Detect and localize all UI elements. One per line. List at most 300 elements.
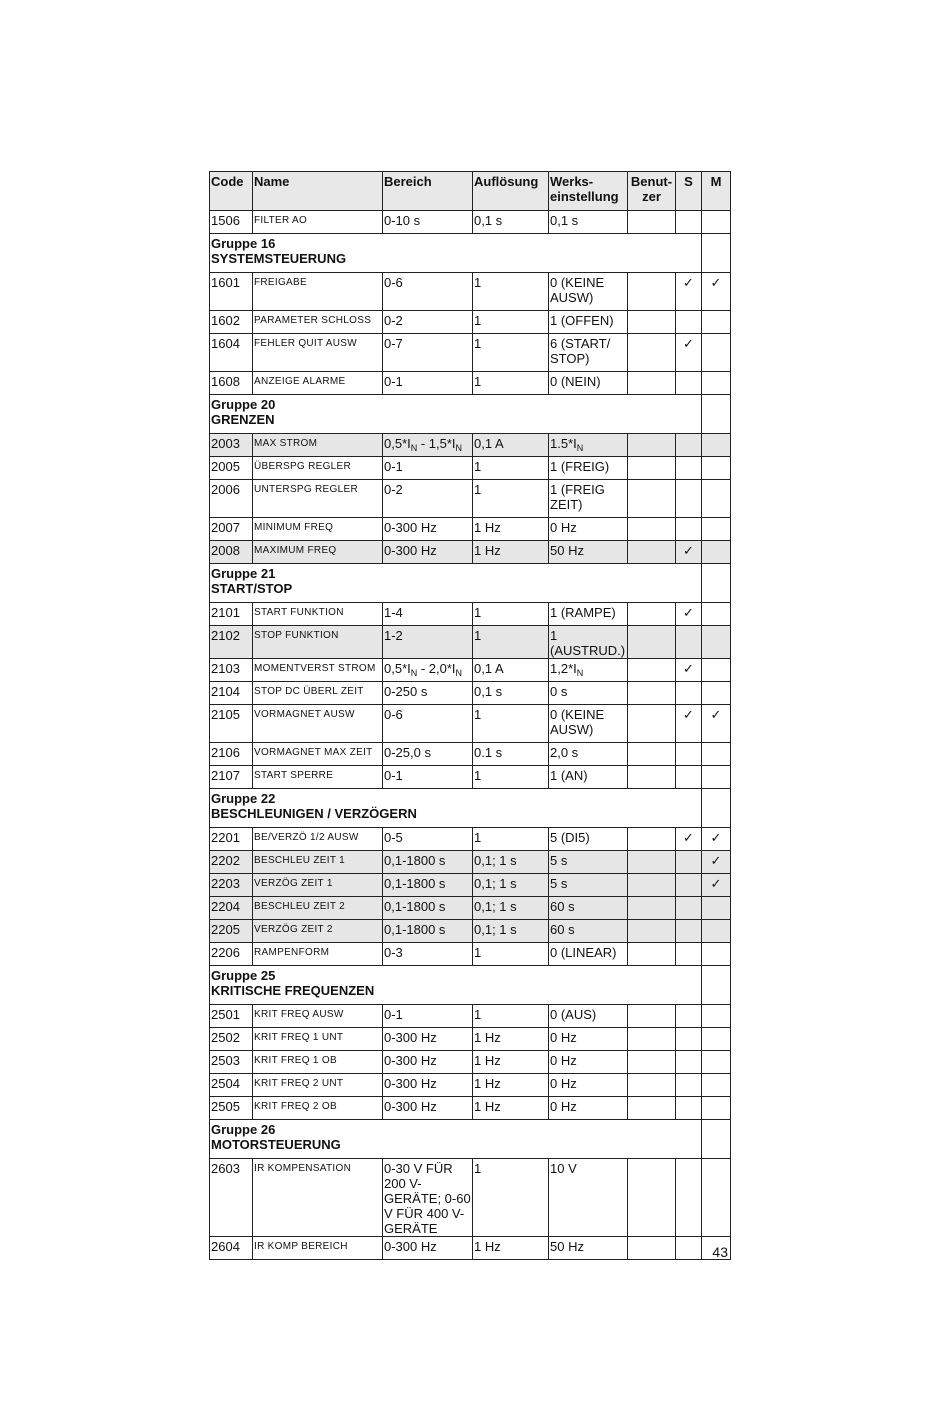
parameter-table: [209, 171, 731, 1260]
param-range: 0-6: [383, 705, 473, 743]
param-user-value: [628, 1005, 676, 1028]
param-name: IR KOMPENSATION: [253, 1159, 383, 1237]
param-s-cell: [676, 743, 702, 766]
param-default: 1 (AUSTRUD.): [549, 626, 628, 659]
param-name: STOP FUNKTION: [253, 626, 383, 659]
param-default: 1 (AN): [549, 766, 628, 789]
group-header-row: [210, 564, 731, 603]
param-m-cell: [702, 1159, 731, 1237]
param-default: 6 (START/ STOP): [549, 334, 628, 372]
param-user-value: [628, 1097, 676, 1120]
param-user-value: [628, 434, 676, 457]
param-s-cell: [676, 1005, 702, 1028]
param-resolution: 1: [473, 334, 549, 372]
param-default: 1 (OFFEN): [549, 311, 628, 334]
param-m-cell: [702, 541, 731, 564]
group-header-row: [210, 395, 731, 434]
param-s-cell: [676, 1028, 702, 1051]
param-default: 0 (NEIN): [549, 372, 628, 395]
group-label: KRITISCHE FREQUENZEN: [211, 983, 375, 998]
table-row: [210, 920, 731, 943]
table-row: [210, 603, 731, 626]
group-title: [210, 966, 702, 1005]
group-header-row: [210, 1120, 731, 1159]
param-name: STOP DC ÜBERL ZEIT: [253, 682, 383, 705]
param-s-cell: [676, 828, 702, 851]
param-resolution: 1: [473, 273, 549, 311]
param-s-cell: [676, 541, 702, 564]
param-s-cell: [676, 480, 702, 518]
table-row: [210, 1051, 731, 1074]
param-default: 0 Hz: [549, 518, 628, 541]
check-mark-icon: ✓: [683, 830, 694, 845]
param-code: 2007: [210, 518, 253, 541]
check-mark-icon: ✓: [683, 707, 694, 722]
param-name: START FUNKTION: [253, 603, 383, 626]
header-name: Name: [253, 172, 383, 211]
param-user-value: [628, 311, 676, 334]
param-name: KRIT FREQ 1 UNT: [253, 1028, 383, 1051]
param-user-value: [628, 457, 676, 480]
param-name: ANZEIGE ALARME: [253, 372, 383, 395]
param-resolution: 0,1; 1 s: [473, 897, 549, 920]
param-range: 0-10 s: [383, 211, 473, 234]
param-m-cell: [702, 682, 731, 705]
group-m-cell: [702, 966, 731, 1005]
param-resolution: 1: [473, 311, 549, 334]
check-mark-icon: ✓: [683, 336, 694, 351]
param-code: 2003: [210, 434, 253, 457]
param-m-cell: [702, 1074, 731, 1097]
param-s-cell: [676, 1159, 702, 1237]
param-code: 2102: [210, 626, 253, 659]
param-m-cell: [702, 273, 731, 311]
param-m-cell: [702, 743, 731, 766]
param-m-cell: [702, 920, 731, 943]
param-name: KRIT FREQ 1 OB: [253, 1051, 383, 1074]
check-mark-icon: ✓: [710, 707, 722, 722]
param-default: 0 Hz: [549, 1097, 628, 1120]
param-resolution: 1: [473, 828, 549, 851]
param-range: 0-5: [383, 828, 473, 851]
param-name: MOMENTVERST STROM: [253, 659, 383, 682]
param-default: 60 s: [549, 897, 628, 920]
param-m-cell: [702, 1005, 731, 1028]
param-code: 1604: [210, 334, 253, 372]
param-default: 60 s: [549, 920, 628, 943]
table-row: [210, 273, 731, 311]
param-range: 0-1: [383, 1005, 473, 1028]
param-code: 2205: [210, 920, 253, 943]
param-name: KRIT FREQ AUSW: [253, 1005, 383, 1028]
param-range: $0,5*I_N - 1,5*I_N$: [383, 434, 473, 457]
param-default: 0,1 s: [549, 211, 628, 234]
param-resolution: 0,1 s: [473, 211, 549, 234]
param-code: 1608: [210, 372, 253, 395]
param-resolution: 0,1; 1 s: [473, 920, 549, 943]
param-m-cell: [702, 705, 731, 743]
param-user-value: [628, 480, 676, 518]
table-header-row: [210, 172, 731, 211]
table-row: [210, 1074, 731, 1097]
param-default: 5 s: [549, 874, 628, 897]
param-name: ÜBERSPG REGLER: [253, 457, 383, 480]
param-resolution: 0,1 A: [473, 659, 549, 682]
param-name: FEHLER QUIT AUSW: [253, 334, 383, 372]
param-code: 2201: [210, 828, 253, 851]
group-m-cell: [702, 234, 731, 273]
param-s-cell: [676, 1074, 702, 1097]
param-s-cell: [676, 920, 702, 943]
param-m-cell: [702, 1051, 731, 1074]
param-code: 2103: [210, 659, 253, 682]
param-user-value: [628, 682, 676, 705]
table-row: [210, 1097, 731, 1120]
table-row: [210, 766, 731, 789]
param-default: 50 Hz: [549, 541, 628, 564]
table-row: [210, 705, 731, 743]
table-row: [210, 874, 731, 897]
param-resolution: 1 Hz: [473, 1074, 549, 1097]
group-number: Gruppe 22: [211, 791, 276, 806]
param-user-value: [628, 541, 676, 564]
param-range: 0-300 Hz: [383, 1237, 473, 1260]
param-code: 2604: [210, 1237, 253, 1260]
param-code: 2501: [210, 1005, 253, 1028]
param-name: RAMPENFORM: [253, 943, 383, 966]
param-resolution: 1: [473, 1005, 549, 1028]
param-name: KRIT FREQ 2 UNT: [253, 1074, 383, 1097]
group-m-cell: [702, 789, 731, 828]
param-range: 0-6: [383, 273, 473, 311]
param-resolution: 1 Hz: [473, 1097, 549, 1120]
param-m-cell: [702, 766, 731, 789]
table-row: [210, 1159, 731, 1237]
param-range: $0,5*I_N - 2,0*I_N$: [383, 659, 473, 682]
param-code: 2502: [210, 1028, 253, 1051]
table-row: [210, 541, 731, 564]
param-m-cell: [702, 211, 731, 234]
group-header-row: [210, 234, 731, 273]
param-user-value: [628, 1028, 676, 1051]
param-code: 2008: [210, 541, 253, 564]
param-name: KRIT FREQ 2 OB: [253, 1097, 383, 1120]
param-resolution: 1 Hz: [473, 518, 549, 541]
param-resolution: 1: [473, 943, 549, 966]
group-m-cell: [702, 395, 731, 434]
param-m-cell: [702, 1028, 731, 1051]
param-name: VERZÖG ZEIT 1: [253, 874, 383, 897]
table-row: [210, 659, 731, 682]
param-name: BESCHLEU ZEIT 1: [253, 851, 383, 874]
param-user-value: [628, 372, 676, 395]
param-name: PARAMETER SCHLOSS: [253, 311, 383, 334]
param-user-value: [628, 874, 676, 897]
check-mark-icon: ✓: [710, 830, 722, 845]
param-range: 0,1-1800 s: [383, 897, 473, 920]
group-label: GRENZEN: [211, 412, 275, 427]
param-name: FREIGABE: [253, 273, 383, 311]
check-mark-icon: ✓: [710, 876, 722, 891]
param-user-value: [628, 920, 676, 943]
table-row: [210, 897, 731, 920]
header-s: S: [676, 172, 702, 211]
param-user-value: [628, 603, 676, 626]
table-row: [210, 943, 731, 966]
param-m-cell: [702, 1097, 731, 1120]
param-range: 1-4: [383, 603, 473, 626]
param-name: VORMAGNET AUSW: [253, 705, 383, 743]
header-resolution: Auflösung: [473, 172, 549, 211]
param-code: 2504: [210, 1074, 253, 1097]
param-m-cell: [702, 372, 731, 395]
param-name: BESCHLEU ZEIT 2: [253, 897, 383, 920]
param-m-cell: [702, 897, 731, 920]
group-number: Gruppe 16: [211, 236, 276, 251]
param-range: 0-7: [383, 334, 473, 372]
header-default: [549, 172, 628, 211]
param-s-cell: [676, 705, 702, 743]
param-resolution: 1: [473, 766, 549, 789]
group-label: BESCHLEUNIGEN / VERZÖGERN: [211, 806, 417, 821]
param-s-cell: [676, 273, 702, 311]
param-default: 0 (AUS): [549, 1005, 628, 1028]
param-m-cell: [702, 480, 731, 518]
param-resolution: 1: [473, 480, 549, 518]
param-range: 0-3: [383, 943, 473, 966]
param-user-value: [628, 828, 676, 851]
param-range: 0,1-1800 s: [383, 920, 473, 943]
param-code: 2105: [210, 705, 253, 743]
param-range: 0-30 V FÜR 200 V-GERÄTE; 0-60 V FÜR 400 V-GERÄTE: [383, 1159, 473, 1237]
table-row: [210, 1005, 731, 1028]
table-row: [210, 682, 731, 705]
param-range: 0,1-1800 s: [383, 851, 473, 874]
param-s-cell: [676, 766, 702, 789]
param-range: 0-300 Hz: [383, 1074, 473, 1097]
group-title: [210, 1120, 702, 1159]
param-range: 0-300 Hz: [383, 541, 473, 564]
header-user-line1: Benut-: [630, 174, 673, 189]
table-row: [210, 434, 731, 457]
param-user-value: [628, 1237, 676, 1260]
param-code: 1601: [210, 273, 253, 311]
param-default: 1 (FREIG ZEIT): [549, 480, 628, 518]
param-range: 0-300 Hz: [383, 1097, 473, 1120]
param-code: 2204: [210, 897, 253, 920]
param-s-cell: [676, 334, 702, 372]
table-row: [210, 851, 731, 874]
param-range: 0,1-1800 s: [383, 874, 473, 897]
param-range: 0-2: [383, 311, 473, 334]
param-name: MAXIMUM FREQ: [253, 541, 383, 564]
param-resolution: 0,1; 1 s: [473, 874, 549, 897]
param-s-cell: [676, 851, 702, 874]
group-title: [210, 789, 702, 828]
param-code: 2104: [210, 682, 253, 705]
param-resolution: 1 Hz: [473, 541, 549, 564]
group-number: Gruppe 20: [211, 397, 276, 412]
group-title: [210, 234, 702, 273]
param-resolution: 1: [473, 705, 549, 743]
table-row: [210, 626, 731, 659]
param-range: 0-300 Hz: [383, 1028, 473, 1051]
header-m: M: [702, 172, 731, 211]
param-range: 0-1: [383, 457, 473, 480]
table-row: [210, 743, 731, 766]
group-m-cell: [702, 1120, 731, 1159]
param-name: FILTER AO: [253, 211, 383, 234]
param-m-cell: [702, 874, 731, 897]
group-label: MOTORSTEUERUNG: [211, 1137, 341, 1152]
param-default: 10 V: [549, 1159, 628, 1237]
parameter-table-wrapper: [209, 171, 730, 1260]
table-row: [210, 518, 731, 541]
param-range: 0-25,0 s: [383, 743, 473, 766]
param-user-value: [628, 518, 676, 541]
group-title: [210, 395, 702, 434]
param-user-value: [628, 743, 676, 766]
param-resolution: 0.1 s: [473, 743, 549, 766]
group-header-row: [210, 789, 731, 828]
param-user-value: [628, 626, 676, 659]
check-mark-icon: ✓: [710, 275, 722, 290]
param-s-cell: [676, 1097, 702, 1120]
check-mark-icon: ✓: [710, 853, 722, 868]
param-name: VORMAGNET MAX ZEIT: [253, 743, 383, 766]
param-m-cell: [702, 659, 731, 682]
param-m-cell: [702, 851, 731, 874]
param-default: 50 Hz: [549, 1237, 628, 1260]
param-user-value: [628, 211, 676, 234]
table-row: [210, 457, 731, 480]
table-row: [210, 480, 731, 518]
param-code: 1602: [210, 311, 253, 334]
param-user-value: [628, 659, 676, 682]
param-default: 2,0 s: [549, 743, 628, 766]
param-s-cell: [676, 659, 702, 682]
param-m-cell: [702, 626, 731, 659]
group-header-row: [210, 966, 731, 1005]
param-code: 2603: [210, 1159, 253, 1237]
param-resolution: 1: [473, 372, 549, 395]
param-code: 2101: [210, 603, 253, 626]
param-user-value: [628, 1159, 676, 1237]
param-m-cell: [702, 457, 731, 480]
param-user-value: [628, 705, 676, 743]
check-mark-icon: ✓: [683, 605, 694, 620]
param-range: 0-1: [383, 766, 473, 789]
param-default: 0 s: [549, 682, 628, 705]
header-default-line1: Werks-: [550, 174, 594, 189]
param-user-value: [628, 766, 676, 789]
param-range: 0-1: [383, 372, 473, 395]
param-code: 2206: [210, 943, 253, 966]
group-label: SYSTEMSTEUERUNG: [211, 251, 347, 266]
header-user-line2: zer: [642, 189, 661, 204]
param-code: 2006: [210, 480, 253, 518]
param-resolution: 0,1; 1 s: [473, 851, 549, 874]
group-number: Gruppe 26: [211, 1122, 276, 1137]
param-name: VERZÖG ZEIT 2: [253, 920, 383, 943]
param-default: 0 (LINEAR): [549, 943, 628, 966]
param-range: 0-2: [383, 480, 473, 518]
param-range: 0-250 s: [383, 682, 473, 705]
group-number: Gruppe 21: [211, 566, 276, 581]
param-code: 2503: [210, 1051, 253, 1074]
param-s-cell: [676, 457, 702, 480]
table-row: [210, 828, 731, 851]
param-name: MAX STROM: [253, 434, 383, 457]
param-user-value: [628, 943, 676, 966]
param-code: 2203: [210, 874, 253, 897]
group-number: Gruppe 25: [211, 968, 276, 983]
check-mark-icon: ✓: [683, 543, 694, 558]
param-default: 5 s: [549, 851, 628, 874]
param-resolution: 1: [473, 1159, 549, 1237]
check-mark-icon: ✓: [683, 275, 694, 290]
header-default-line2: einstellung: [550, 189, 619, 204]
table-row: [210, 334, 731, 372]
group-title: [210, 564, 702, 603]
param-s-cell: [676, 311, 702, 334]
header-code: Code: [210, 172, 253, 211]
param-s-cell: [676, 603, 702, 626]
param-s-cell: [676, 943, 702, 966]
param-code: 2505: [210, 1097, 253, 1120]
param-s-cell: [676, 434, 702, 457]
param-name: START SPERRE: [253, 766, 383, 789]
param-user-value: [628, 273, 676, 311]
param-user-value: [628, 334, 676, 372]
param-user-value: [628, 897, 676, 920]
param-default: $1.5*I_N$: [549, 434, 628, 457]
param-default: $1,2*I_N$: [549, 659, 628, 682]
page-number: 43: [712, 1244, 728, 1260]
param-s-cell: [676, 626, 702, 659]
param-s-cell: [676, 874, 702, 897]
param-name: BE/VERZÖ 1/2 AUSW: [253, 828, 383, 851]
header-user: [628, 172, 676, 211]
param-resolution: 1 Hz: [473, 1051, 549, 1074]
param-s-cell: [676, 897, 702, 920]
group-m-cell: [702, 564, 731, 603]
param-default: 1 (FREIG): [549, 457, 628, 480]
param-code: 2106: [210, 743, 253, 766]
table-row: [210, 1237, 731, 1260]
table-row: [210, 372, 731, 395]
param-code: 2107: [210, 766, 253, 789]
param-m-cell: [702, 603, 731, 626]
table-row: [210, 211, 731, 234]
check-mark-icon: ✓: [683, 661, 694, 676]
table-body: [210, 211, 731, 1260]
param-user-value: [628, 851, 676, 874]
param-code: 2005: [210, 457, 253, 480]
param-user-value: [628, 1051, 676, 1074]
param-s-cell: [676, 682, 702, 705]
param-resolution: 1: [473, 603, 549, 626]
param-resolution: 0,1 A: [473, 434, 549, 457]
param-m-cell: [702, 828, 731, 851]
param-code: 2202: [210, 851, 253, 874]
param-m-cell: [702, 334, 731, 372]
param-default: 5 (DI5): [549, 828, 628, 851]
param-name: UNTERSPG REGLER: [253, 480, 383, 518]
param-m-cell: [702, 311, 731, 334]
param-default: 1 (RAMPE): [549, 603, 628, 626]
table-row: [210, 311, 731, 334]
